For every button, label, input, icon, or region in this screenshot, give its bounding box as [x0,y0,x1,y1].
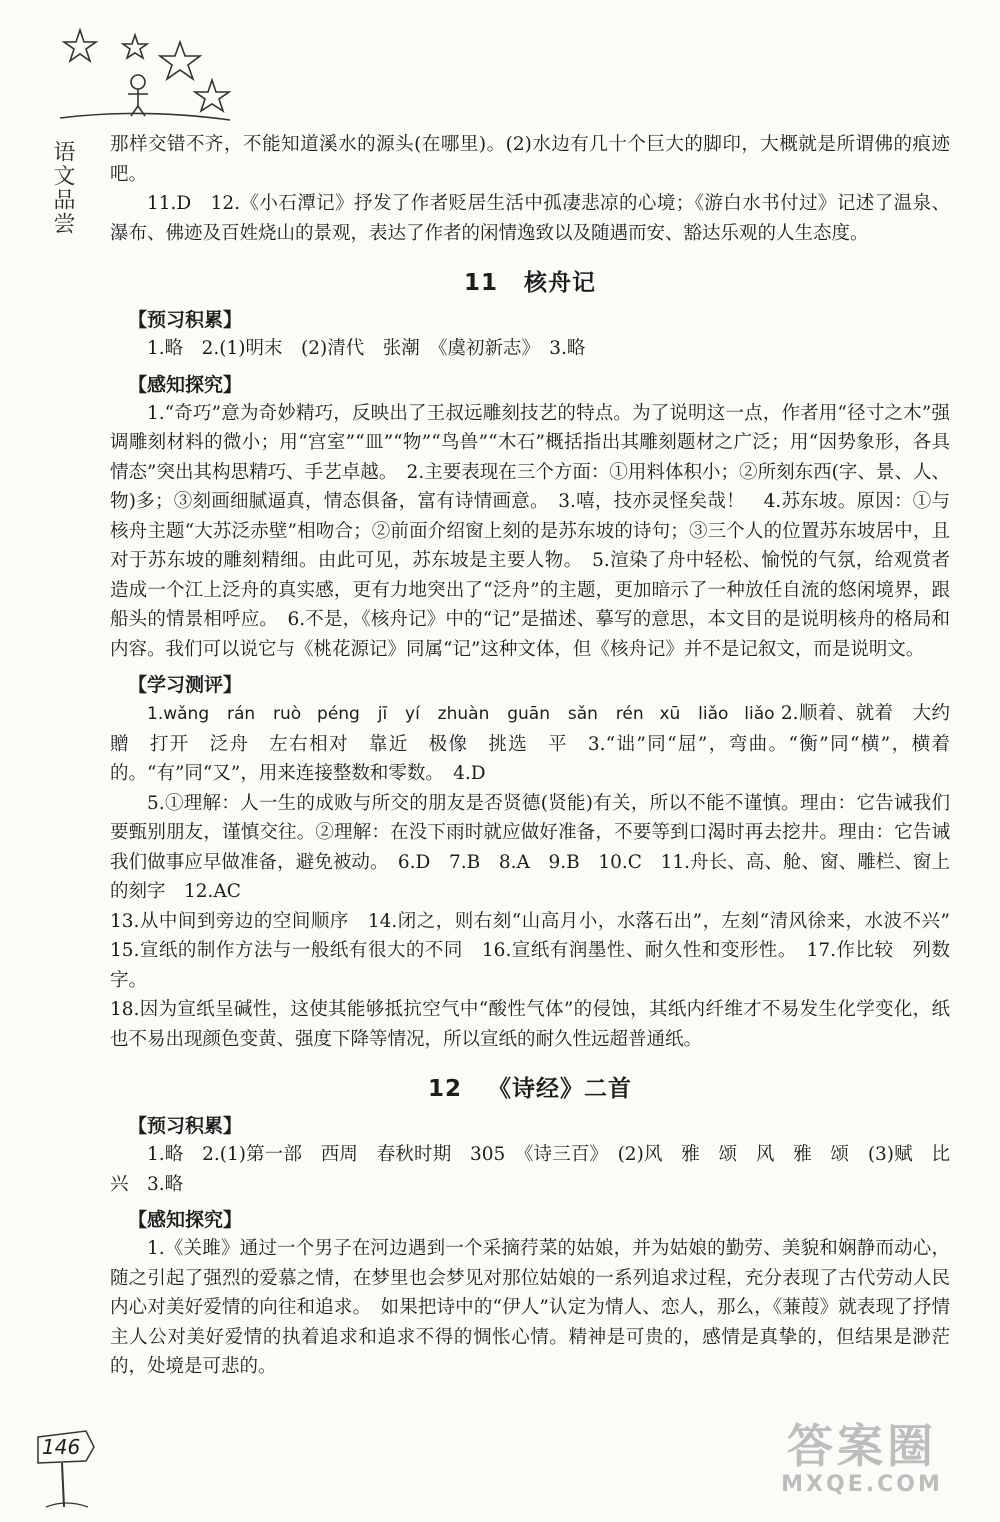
section-11-perceive-heading: 【感知探究】 [128,373,243,396]
section-11-test-2: 5.①理解：人一生的成败与所交的朋友是否贤德(贤能)有关，所以不能不谨慎。理由：它告诫我们要甄别朋友，谨慎交往。②理解：在没下雨时就应做好准备，不要等到口渴时再去挖井。理由：它告诫我们做事应早做准备，避免被动。 6.D 7.B 8.A 9.B 10.C 11.舟长、高、舱、窗、雕栏、窗上的刻字 12.AC [110,792,950,902]
stars-boy-decoration [40,20,240,130]
section-12-preview-heading: 【预习积累】 [128,1115,243,1137]
section-12-title: 《诗经》二首 [488,1076,632,1102]
section-12-heading [110,1070,950,1103]
page-number: 146 [42,1435,81,1459]
section-11-preview: 1.略 2.(1)明末 (2)清代 张潮 《虞初新志》 3.略 [147,338,586,359]
page-content [110,130,969,1382]
watermark-line-1: 答案圈 [787,1419,937,1473]
section-11-test-4: 18.因为宣纸呈碱性，这使其能够抵抗空气中“酸性气体”的侵蚀，其纸内纤维才不易发生化学变化，纸也不易出现颜色变黄、强度下降等情况，所以宣纸的耐久性远超普通纸。 [110,999,950,1050]
side-section-label: 语文品尝 [50,140,75,236]
section-12-number: 12 [427,1076,462,1102]
section-11-preview-heading: 【预习积累】 [128,309,243,331]
section-12-preview: 1.略 2.(1)第一部 西周 春秋时期 305 《诗三百》 (2)风 雅 颂 风 雅 颂 (3)赋 比 兴 3.略 [110,1144,969,1195]
page-number-badge [36,1425,96,1510]
section-11-test-1 [110,699,969,789]
section-11-test-heading: 【学习测评】 [128,674,243,696]
section-11-heading [110,264,950,297]
watermark [742,1420,982,1510]
watermark-line-2: MXQE.COM [781,1472,943,1497]
section-11-perceive: 1.“奇巧”意为奇妙精巧，反映出了王叔远雕刻技艺的特点。为了说明这一点，作者用“径寸之木”强调雕刻材料的微小；用“宫室”“皿”“物”“鸟兽”“木石”概括指出其雕刻题材之广泛；用“因势象形，各具情态”突出其构思精巧、手艺卓越。 2.主要表现在三个方面：①用料体积小；②所刻东西(字、景、人、物)多；③刻画细腻逼真，情态俱备，富有诗情画意。 3.嘻，技亦灵怪矣哉！ 4.苏东坡。原因：①与核舟主题“大苏泛赤壁”相吻合；②前面介绍窗上刻的是苏东坡的诗句；③三个人的位置苏东坡居中，且对于苏东坡的雕刻精细。由此可见，苏东坡是主要人物。 5.渲染了舟中轻松、愉悦的气氛，给观赏者造成一个江上泛舟的真实感，更有力地突出了“泛舟”的主题，更加暗示了一种放任自流的悠闲境界，跟船头的情景相呼应。 6.不是，《核舟记》中的“记”是描述、摹写的意思，本文目的是说明核舟的格局和内容。我们可以说它与《桃花源记》同属“记”这种文体，但《核舟记》并不是记叙文，而是说明文。 [110,402,950,660]
intro-paragraph-1: 那样交错不齐，不能知道溪水的源头(在哪里)。(2)水边有几十个巨大的脚印，大概就是所谓佛的痕迹吧。 [110,134,950,185]
section-11-test-3: 13.从中间到旁边的空间顺序 14.闭之，则右刻“山高月小，水落石出”，左刻“清风徐来，水波不兴” 15.宣纸的制作方法与一般纸有很大的不同 16.宣纸有润墨性、耐久性和变形性。 17.作比较 列数字。 [110,910,969,991]
section-11-test-1-rest: 2.顺着、就着 大约 贈 打开 泛舟 左右相对 靠近 极像 挑选 平 3.“诎”同“屈”，弯曲。“衡”同“横”，横着的。“有”同“又”，用来连接整数和零数。 4.D [110,703,969,784]
section-12-perceive-heading: 【感知探究】 [128,1209,243,1231]
pinyin-answers: 1.wǎng rán ruò péng jī yí zhuàn guān sǎn rén xū liǎo liǎo [147,704,775,724]
section-12-perceive: 1.《关雎》通过一个男子在河边遇到一个采摘荇菜的姑娘，并为姑娘的勤劳、美貌和娴静而动心，随之引起了强烈的爱慕之情，在梦里也会梦见对那位姑娘的一系列追求过程，充分表现了古代劳动人民内心对美好爱情的向往和追求。 如果把诗中的“伊人”认定为情人、恋人，那么，《蒹葭》就表现了抒情主人公对美好爱情的执着追求和追求不得的惆怅心情。精神是可贵的，感情是真挚的，但结果是渺茫的，处境是可悲的。 [110,1238,950,1377]
section-11-title: 核舟记 [524,270,596,296]
intro-paragraph-2: 11.D 12.《小石潭记》抒发了作者贬居生活中孤凄悲凉的心境；《游白水书付过》记述了温泉、瀑布、佛迹及百姓烧山的景观，表达了作者的闲情逸致以及随遇而安、豁达乐观的人生态度。 [110,193,950,244]
section-11-number: 11 [463,270,498,296]
